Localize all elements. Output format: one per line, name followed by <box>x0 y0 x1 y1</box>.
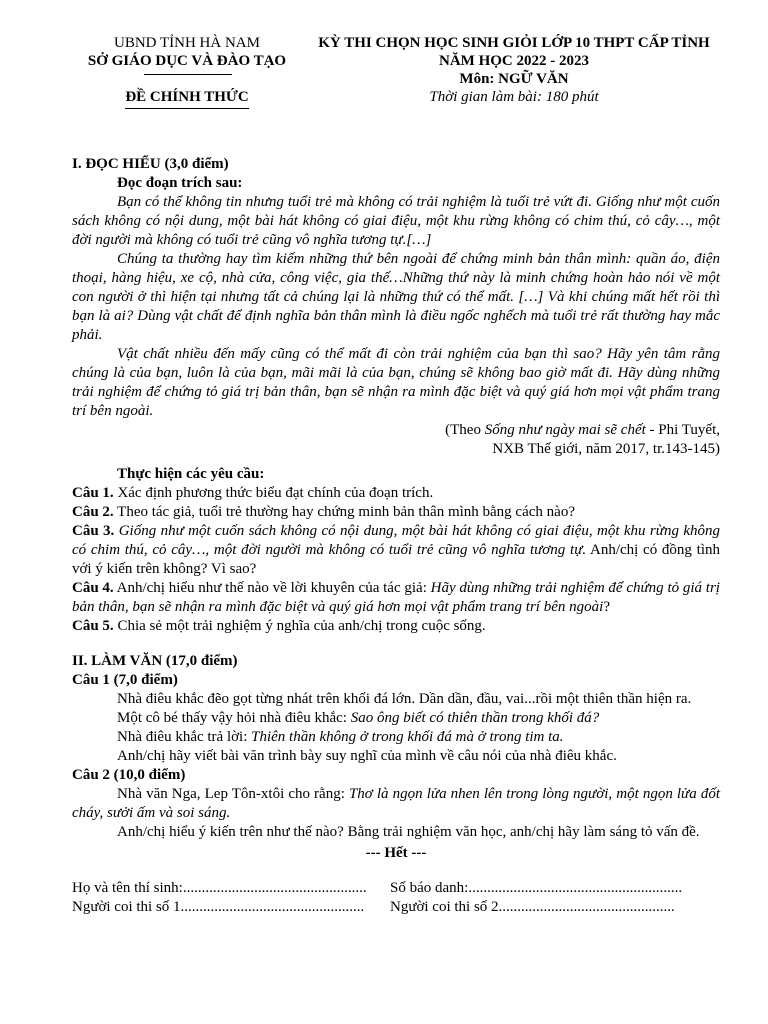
passage-para-3: Vật chất nhiều đến mấy cũng có thể mất đi còn trải nghiệm của bạn thì sao? Hãy yên tâm rằng chúng là của bạn, luôn là của bạn, mãi mãi là của bạn, chúng sẽ không bao giờ mất đi. Hãy dùng những trải nghiệm để chứng tỏ giá trị bản thân, bạn sẽ nhận ra mình đặc biệt và quý giá hơn mọi vật phẩm trang trí bên ngoài. <box>72 346 720 419</box>
essay-1-para-3: Nhà điêu khắc trả lời: Thiên thần không ở trong khối đá mà ở trong tim ta. <box>117 729 564 745</box>
essay-1-para-4: Anh/chị hãy viết bài văn trình bày suy nghĩ của mình về câu nói của nhà điêu khắc. <box>117 748 617 764</box>
exam-body <box>72 155 720 917</box>
time-limit: Thời gian làm bài: 180 phút <box>429 89 599 105</box>
source-line-2: NXB Thế giới, năm 2017, tr.143-145) <box>492 441 720 457</box>
essay-1-para-1: Nhà điêu khắc đẽo gọt từng nhát trên khối đá lớn. Dần dần, đầu, vai...rồi một thiên thần hiện ra. <box>117 691 692 707</box>
question-3: Câu 3. Giống như một cuốn sách không có nội dung, một bài hát không có giai điệu, một khu rừng không có chim thú, cỏ cây…, một đời người mà không có tuổi trẻ cũng vô nghĩa tương tự. Anh/chị có đồng tình với ý kiến trên không? Vì sao? <box>72 523 720 577</box>
department-name: UBND TỈNH HÀ NAM <box>114 35 260 51</box>
end-marker: --- Hết --- <box>365 845 427 861</box>
question-2: Câu 2. Theo tác giả, tuổi trẻ thường hay chứng minh bản thân mình bằng cách nào? <box>72 504 575 520</box>
candidate-number-field: Số báo danh:......................................................... <box>390 880 683 896</box>
essay-1-para-2: Một cô bé thấy vậy hỏi nhà điêu khắc: Sao ông biết có thiên thần trong khối đá? <box>117 710 600 726</box>
question-4: Câu 4. Anh/chị hiểu như thế nào về lời khuyên của tác giả: Hãy dùng những trải nghiệm để chứng tỏ giá trị bản thân, bạn sẽ nhận ra mình đặc biệt và quý giá hơn mọi vật phẩm trang trí bên ngoài? <box>72 580 720 615</box>
exam-header <box>72 30 720 110</box>
exam-page <box>72 30 720 915</box>
candidate-info-row <box>72 879 720 898</box>
passage-para-2: Chúng ta thường hay tìm kiếm những thứ bên ngoài để chứng minh bản thân mình: quần áo, điện thoại, hàng hiệu, xe cộ, nhà cửa, công việc, gia thế…Những thứ này là minh chứng hoàn hảo nói về một con người ở thì hiện tại nhưng tất cả chúng lại là những thứ có thể mất. […] Và khi chúng mất hết rồi thì bạn là ai? Dùng vật chất để định nghĩa bản thân mình là điều ngốc nghếch mà tuổi trẻ rất thường hay mắc phải. <box>72 251 720 343</box>
subject: Môn: NGỮ VĂN <box>459 71 569 87</box>
education-office: SỞ GIÁO DỤC VÀ ĐÀO TẠO <box>87 53 287 69</box>
question-5: Câu 5. Chia sẻ một trải nghiệm ý nghĩa của anh/chị trong cuộc sống. <box>72 618 486 634</box>
question-1: Câu 1. Xác định phương thức biểu đạt chính của đoạn trích. <box>72 485 434 501</box>
essay-2-title: Câu 2 (10,0 điểm) <box>72 767 186 783</box>
proctor-1-field: Người coi thi số 1................................................. <box>72 899 365 915</box>
part2-title: II. LÀM VĂN (17,0 điểm) <box>72 653 238 669</box>
header-divider <box>144 74 232 75</box>
passage-para-1: Bạn có thể không tin nhưng tuổi trẻ mà không có trải nghiệm là tuổi trẻ vứt đi. Giống như một cuốn sách không có nội dung, một bài hát không có giai điệu, một khu rừng không có chim thú, cỏ cây…, một đời người mà không có tuổi trẻ cũng vô nghĩa tương tự.[…] <box>72 194 720 248</box>
official-exam-label: ĐỀ CHÍNH THỨC <box>72 88 302 107</box>
exam-title: KỲ THI CHỌN HỌC SINH GIỎI LỚP 10 THPT CẤP TỈNH <box>318 35 710 51</box>
candidate-name-field: Họ và tên thí sinh:................................................. <box>72 880 367 896</box>
reading-intro: Đọc đoạn trích sau: <box>117 175 243 191</box>
essay-2-para-2: Anh/chị hiểu ý kiến trên như thế nào? Bằng trải nghiệm văn học, anh/chị hãy làm sáng tỏ vấn đề. <box>117 824 700 840</box>
task-title: Thực hiện các yêu cầu: <box>117 466 265 482</box>
proctor-2-field: Người coi thi số 2............................................... <box>390 899 675 915</box>
source-line-1: (Theo Sống như ngày mai sẽ chết - Phi Tuyết, <box>445 422 720 438</box>
essay-2-para-1: Nhà văn Nga, Lep Tôn-xtôi cho rằng: Thơ là ngọn lửa nhen lên trong lòng người, một ngọn lửa đốt cháy, sưởi ấm và soi sáng. <box>72 786 720 821</box>
school-year: NĂM HỌC 2022 - 2023 <box>439 53 589 69</box>
part1-title: I. ĐỌC HIỂU (3,0 điểm) <box>72 156 229 172</box>
essay-1-title: Câu 1 (7,0 điểm) <box>72 672 178 688</box>
proctor-row <box>72 898 720 917</box>
